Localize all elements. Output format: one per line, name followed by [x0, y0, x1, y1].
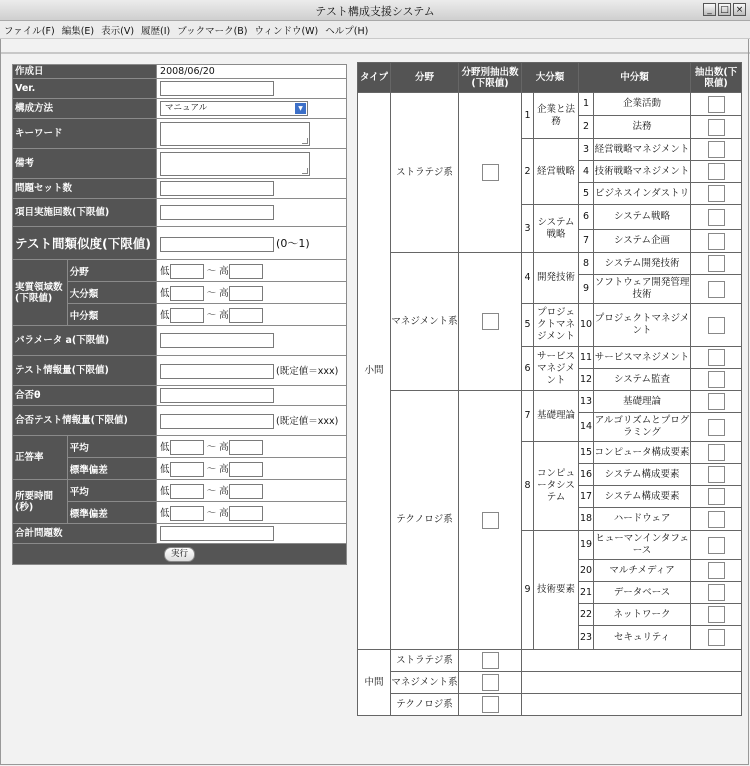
middle-name: ネットワーク: [594, 604, 691, 626]
empty-cell: [522, 672, 742, 694]
middle-name: 基礎理論: [594, 391, 691, 413]
set-count-input[interactable]: [160, 181, 274, 196]
middle-name: プロジェクトマネジメント: [594, 304, 691, 347]
coverage-major-label: 大分類: [67, 282, 156, 304]
middle-num: 5: [579, 183, 594, 205]
type-small-question: 小問: [358, 93, 391, 650]
header-type: タイプ: [358, 63, 391, 93]
middle-checkbox[interactable]: [708, 185, 725, 202]
middle-checkbox[interactable]: [708, 419, 725, 436]
test-info-default-note: (既定値＝xxx): [276, 365, 339, 377]
total-count-label: 合計問題数: [13, 524, 157, 544]
menu-history[interactable]: 履歴(I): [141, 26, 171, 37]
middle-name: マルチメディア: [594, 560, 691, 582]
medium-field-strategy: ストラテジ系: [391, 650, 459, 672]
correct-rate-label: 正答率: [13, 436, 68, 480]
major-num: 8: [522, 442, 534, 531]
run-button[interactable]: 実行: [164, 547, 195, 562]
time-sd-low-input[interactable]: [170, 506, 204, 521]
middle-checkbox[interactable]: [708, 141, 725, 158]
type-medium-question: 中問: [358, 650, 391, 716]
middle-name: システム戦略: [594, 205, 691, 230]
middle-num: 8: [579, 253, 594, 275]
item-count-label: 項目実施回数(下限値): [13, 199, 157, 227]
medium-management-checkbox[interactable]: [482, 674, 499, 691]
close-button[interactable]: ×: [733, 3, 746, 16]
major-num: 3: [522, 205, 534, 253]
major-name: 基礎理論: [534, 391, 579, 442]
time-sd-high-input[interactable]: [229, 506, 263, 521]
correct-mean-low-input[interactable]: [170, 440, 204, 455]
middle-checkbox[interactable]: [708, 562, 725, 579]
pass-info-default-note: (既定値＝xxx): [276, 415, 339, 427]
menu-file[interactable]: ファイル(F): [4, 26, 55, 37]
created-date-value: 2008/06/20: [157, 65, 347, 79]
middle-num: 4: [579, 161, 594, 183]
major-num: 6: [522, 347, 534, 391]
middle-name: システム開発技術: [594, 253, 691, 275]
correct-sd-high-input[interactable]: [229, 462, 263, 477]
middle-num: 10: [579, 304, 594, 347]
middle-checkbox[interactable]: [708, 209, 725, 226]
middle-num: 17: [579, 486, 594, 508]
middle-num: 20: [579, 560, 594, 582]
middle-checkbox[interactable]: [708, 233, 725, 250]
menu-help[interactable]: ヘルプ(H): [325, 26, 369, 37]
major-name: 開発技術: [534, 253, 579, 304]
header-field: 分野: [391, 63, 459, 93]
created-date-label: 作成日: [13, 65, 157, 79]
major-num: 9: [522, 531, 534, 650]
high-label: 〜 高: [206, 287, 229, 299]
middle-checkbox[interactable]: [708, 629, 725, 646]
method-select[interactable]: [160, 101, 308, 116]
method-label: 構成方法: [13, 99, 157, 119]
test-info-input[interactable]: [160, 364, 274, 379]
middle-checkbox[interactable]: [708, 606, 725, 623]
coverage-major-low-input[interactable]: [170, 286, 204, 301]
field-management-checkbox[interactable]: [482, 313, 499, 330]
middle-num: 21: [579, 582, 594, 604]
major-name: サービスマネジメント: [534, 347, 579, 391]
menu-window[interactable]: ウィンドウ(W): [254, 26, 319, 37]
low-label: 低: [160, 463, 170, 475]
empty-cell: [522, 694, 742, 716]
major-name: システム戦略: [534, 205, 579, 253]
middle-name: 技術戦略マネジメント: [594, 161, 691, 183]
middle-num: 12: [579, 369, 594, 391]
similarity-input[interactable]: [160, 237, 274, 252]
set-count-label: 問題セット数: [13, 179, 157, 199]
low-label: 低: [160, 485, 170, 497]
high-label: 〜 高: [206, 441, 229, 453]
maximize-button[interactable]: □: [718, 3, 731, 16]
medium-technology-checkbox[interactable]: [482, 696, 499, 713]
similarity-label: テスト間類似度(下限値): [13, 227, 157, 260]
middle-name: ヒューマンインタフェース: [594, 531, 691, 560]
pass-info-input[interactable]: [160, 414, 274, 429]
major-num: 7: [522, 391, 534, 442]
empty-cell: [522, 650, 742, 672]
coverage-label: 実質領域数(下限値): [13, 260, 68, 326]
major-num: 5: [522, 304, 534, 347]
middle-num: 2: [579, 116, 594, 139]
major-num: 2: [522, 139, 534, 205]
middle-checkbox[interactable]: [708, 371, 725, 388]
major-name: コンピュータシステム: [534, 442, 579, 531]
middle-name: コンピュータ構成要素: [594, 442, 691, 464]
version-input[interactable]: [160, 81, 274, 96]
minimize-button[interactable]: _: [703, 3, 716, 16]
low-label: 低: [160, 265, 170, 277]
middle-checkbox[interactable]: [708, 393, 725, 410]
field-management: マネジメント系: [391, 253, 459, 391]
middle-num: 15: [579, 442, 594, 464]
middle-name: 法務: [594, 116, 691, 139]
middle-num: 6: [579, 205, 594, 230]
middle-num: 14: [579, 413, 594, 442]
coverage-field-label: 分野: [67, 260, 156, 282]
low-label: 低: [160, 287, 170, 299]
middle-name: セキュリティ: [594, 626, 691, 650]
pass-theta-label: 合否θ: [13, 386, 157, 406]
middle-name: システム構成要素: [594, 464, 691, 486]
middle-num: 1: [579, 93, 594, 116]
field-technology-checkbox[interactable]: [482, 512, 499, 529]
time-mean-high-input[interactable]: [229, 484, 263, 499]
major-num: 4: [522, 253, 534, 304]
window-title: テスト構成支援システム: [315, 5, 435, 18]
middle-name: 企業活動: [594, 93, 691, 116]
coverage-field-low-input[interactable]: [170, 264, 204, 279]
middle-num: 7: [579, 230, 594, 253]
total-count-input[interactable]: [160, 526, 274, 541]
middle-checkbox[interactable]: [708, 584, 725, 601]
middle-num: 23: [579, 626, 594, 650]
middle-num: 3: [579, 139, 594, 161]
time-label: 所要時間(秒): [13, 480, 68, 524]
high-label: 〜 高: [206, 309, 229, 321]
header-count: 抽出数(下限値): [691, 63, 742, 93]
middle-name: アルゴリズムとプログラミング: [594, 413, 691, 442]
middle-num: 18: [579, 508, 594, 531]
time-mean-low-input[interactable]: [170, 484, 204, 499]
high-label: 〜 高: [206, 463, 229, 475]
similarity-note: (0〜1): [276, 236, 310, 250]
major-name: 技術要素: [534, 531, 579, 650]
middle-name: サービスマネジメント: [594, 347, 691, 369]
middle-name: ハードウェア: [594, 508, 691, 531]
middle-num: 11: [579, 347, 594, 369]
chevron-down-icon: ▼: [295, 103, 306, 114]
medium-field-management: マネジメント系: [391, 672, 459, 694]
middle-name: システム監査: [594, 369, 691, 391]
pass-theta-input[interactable]: [160, 388, 274, 403]
coverage-middle-label: 中分類: [67, 304, 156, 326]
header-middle: 中分類: [579, 63, 691, 93]
menu-view[interactable]: 表示(V): [101, 26, 135, 37]
header-major: 大分類: [522, 63, 579, 93]
middle-num: 13: [579, 391, 594, 413]
middle-name: ビジネスインダストリ: [594, 183, 691, 205]
settings-form: [12, 64, 347, 565]
pass-info-label: 合否テスト情報量(下限値): [13, 406, 157, 436]
correct-sd-label: 標準偏差: [67, 458, 156, 480]
coverage-field-high-input[interactable]: [229, 264, 263, 279]
field-strategy-checkbox[interactable]: [482, 164, 499, 181]
middle-name: システム構成要素: [594, 486, 691, 508]
major-name: プロジェクトマネジメント: [534, 304, 579, 347]
field-strategy: ストラテジ系: [391, 93, 459, 253]
middle-checkbox[interactable]: [708, 537, 725, 554]
major-name: 経営戦略: [534, 139, 579, 205]
major-name: 企業と法務: [534, 93, 579, 139]
keyword-textarea[interactable]: [160, 122, 310, 146]
low-label: 低: [160, 309, 170, 321]
time-sd-label: 標準偏差: [67, 502, 156, 524]
middle-num: 22: [579, 604, 594, 626]
middle-checkbox[interactable]: [708, 466, 725, 483]
parameter-a-label: パラメータ a(下限値): [13, 326, 157, 356]
middle-checkbox[interactable]: [708, 488, 725, 505]
coverage-major-high-input[interactable]: [229, 286, 263, 301]
time-mean-label: 平均: [67, 480, 156, 502]
keyword-label: キーワード: [13, 119, 157, 149]
low-label: 低: [160, 441, 170, 453]
category-table: [357, 62, 742, 716]
middle-num: 19: [579, 531, 594, 560]
middle-name: ソフトウェア開発管理技術: [594, 275, 691, 304]
menu-edit[interactable]: 編集(E): [61, 26, 95, 37]
coverage-middle-low-input[interactable]: [170, 308, 204, 323]
window-controls: [703, 3, 746, 16]
low-label: 低: [160, 507, 170, 519]
window-titlebar: [0, 0, 750, 21]
field-technology: テクノロジ系: [391, 391, 459, 650]
middle-checkbox[interactable]: [708, 119, 725, 136]
major-num: 1: [522, 93, 534, 139]
middle-checkbox[interactable]: [708, 163, 725, 180]
correct-sd-low-input[interactable]: [170, 462, 204, 477]
correct-mean-label: 平均: [67, 436, 156, 458]
middle-checkbox[interactable]: [708, 349, 725, 366]
medium-field-technology: テクノロジ系: [391, 694, 459, 716]
toolbar-separator: [0, 52, 750, 54]
middle-checkbox[interactable]: [708, 281, 725, 298]
middle-checkbox[interactable]: [708, 511, 725, 528]
item-count-input[interactable]: [160, 205, 274, 220]
middle-num: 16: [579, 464, 594, 486]
test-info-label: テスト情報量(下限値): [13, 356, 157, 386]
menu-bar: [0, 21, 750, 39]
middle-name: 経営戦略マネジメント: [594, 139, 691, 161]
version-label: Ver.: [13, 79, 157, 99]
middle-name: システム企画: [594, 230, 691, 253]
high-label: 〜 高: [206, 265, 229, 277]
high-label: 〜 高: [206, 485, 229, 497]
correct-mean-high-input[interactable]: [229, 440, 263, 455]
parameter-a-input[interactable]: [160, 333, 274, 348]
remarks-textarea[interactable]: [160, 152, 310, 176]
middle-checkbox[interactable]: [708, 96, 725, 113]
method-select-value: マニュアル: [165, 103, 208, 113]
coverage-middle-high-input[interactable]: [229, 308, 263, 323]
middle-num: 9: [579, 275, 594, 304]
middle-checkbox[interactable]: [708, 317, 725, 334]
header-field-count: 分野別抽出数(下限値): [459, 63, 522, 93]
medium-strategy-checkbox[interactable]: [482, 652, 499, 669]
middle-checkbox[interactable]: [708, 255, 725, 272]
remarks-label: 備考: [13, 149, 157, 179]
high-label: 〜 高: [206, 507, 229, 519]
menu-bookmarks[interactable]: ブックマーク(B): [177, 26, 248, 37]
middle-name: データベース: [594, 582, 691, 604]
middle-checkbox[interactable]: [708, 444, 725, 461]
